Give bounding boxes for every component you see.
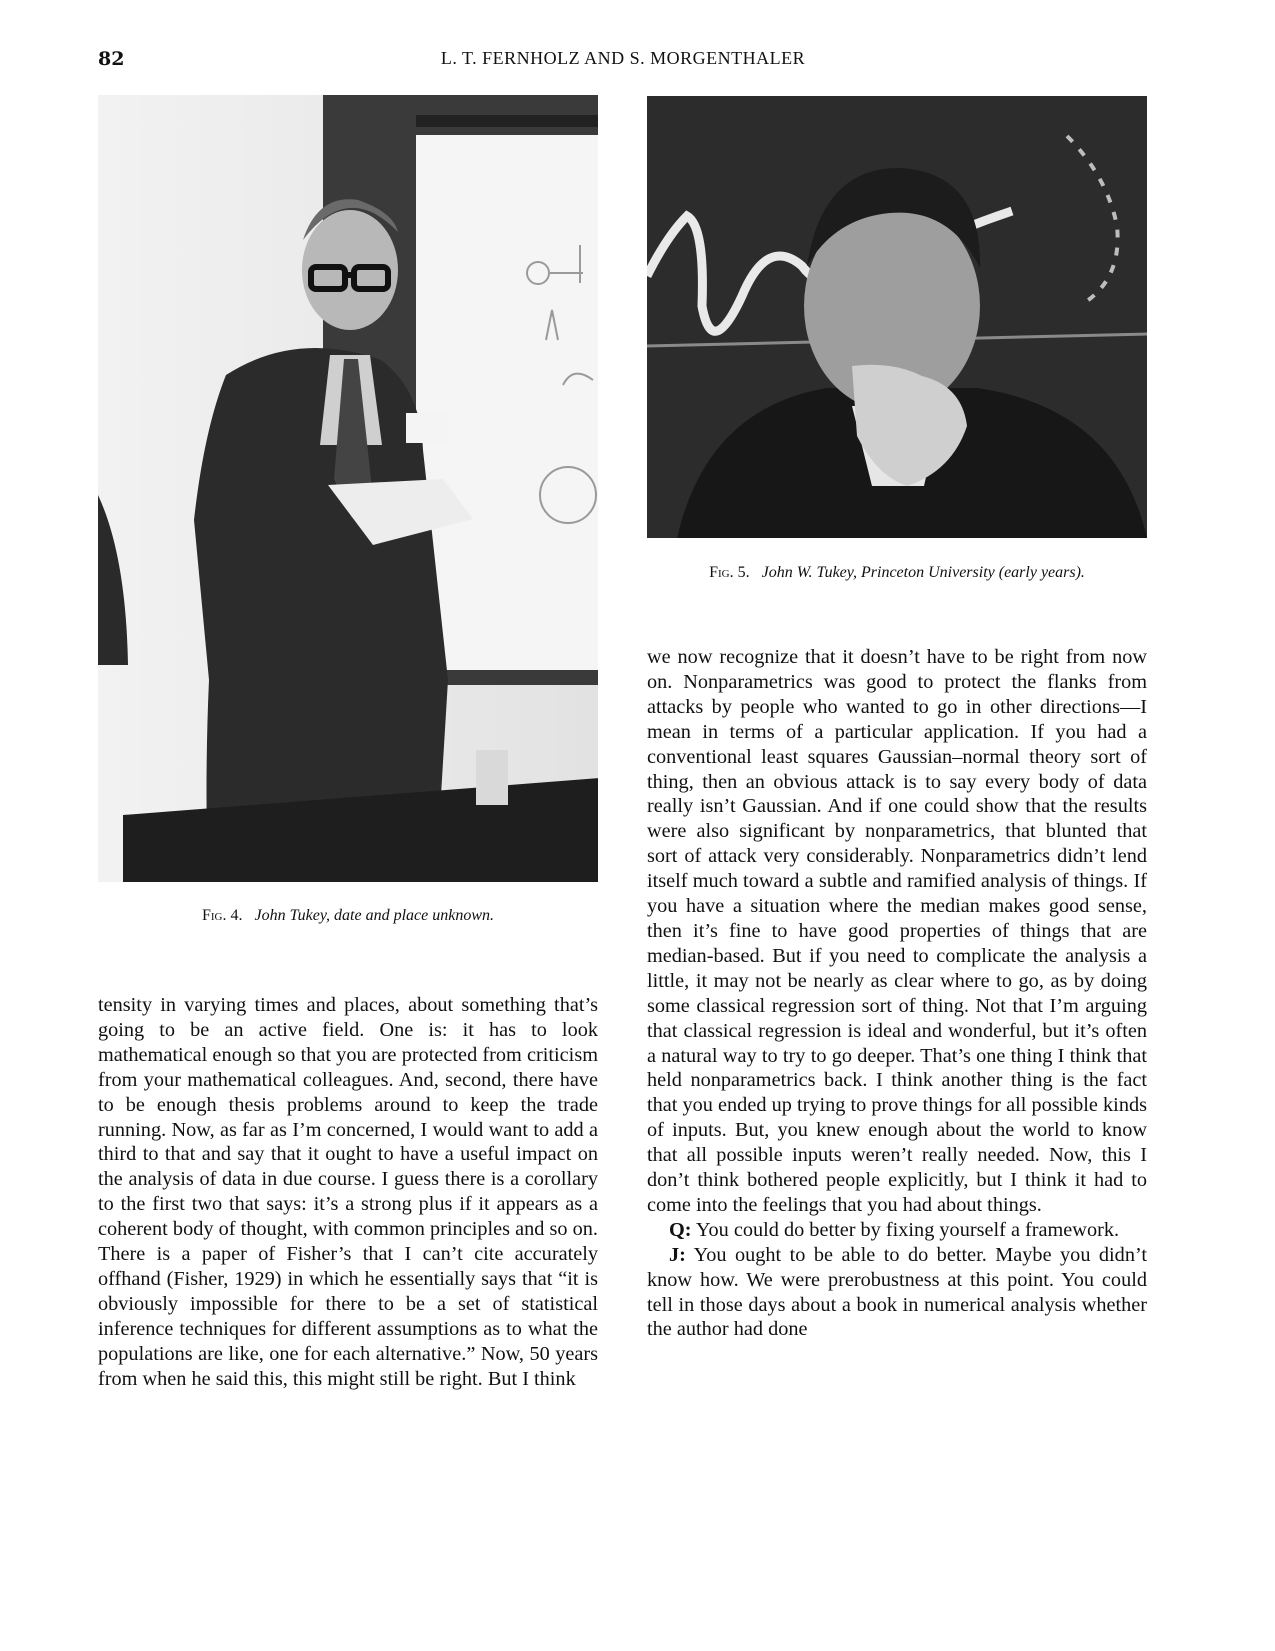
left-column-paragraph: tensity in varying times and places, about something that’s going to be an active field. One is: it has to look mathematical enough so that you are protected from criticism from your mathematical colleagues. And, second, there have to be enough thesis problems around to keep the trade running. Now, as far as I’m concerned, I would want to add a third to that and say that it ought to have a useful impact on the analysis of data in due course. I guess there is a corollary to the first two that says: it’s a strong plus if it appears as a coherent body of thought, with common principles and so on. There is a paper of Fisher’s that I can’t cite accurately offhand (Fisher, 1929) in which he essentially says that “it is obviously impossible for there to be a set of statistical inference techniques for different assumptions as to what the populations are like, one for each alternative.” Now, 50 years from when he said this, this might still be right. But I think: [98, 994, 598, 1390]
figure-4-caption: [98, 907, 598, 925]
figure-4-caption-text: John Tukey, date and place unknown.: [254, 907, 495, 924]
answer-speaker: J:: [669, 1243, 686, 1266]
answer-text: You ought to be able to do better. Maybe you didn’t know how. We were prerobustness at this point. You could tell in those days about a book in numerical analysis whether the author had done: [647, 1243, 1147, 1341]
figure-5-caption-text: John W. Tukey, Princeton University (early years).: [761, 564, 1085, 581]
question-paragraph: [647, 1218, 1147, 1243]
running-head: [98, 48, 1148, 72]
question-speaker: Q:: [669, 1218, 692, 1241]
right-column: [647, 645, 1147, 1342]
question-text: You could do better by fixing yourself a framework.: [695, 1218, 1120, 1241]
figure-5-caption: [647, 564, 1147, 582]
running-head-authors: L. T. FERNHOLZ AND S. MORGENTHALER: [440, 48, 806, 68]
answer-paragraph: [647, 1243, 1147, 1343]
figure-5-photo: [647, 96, 1147, 538]
page-number: 82: [98, 48, 125, 70]
figure-4-photo: [98, 95, 598, 882]
right-column-paragraph: we now recognize that it doesn’t have to be right from now on. Nonparametrics was good to protect the flanks from attacks by people who wanted to go in other directions—I mean in terms of a particular application. If you had a conventional least squares Gaussian–normal theory sort of thing, then an obvious attack is to say every body of data really isn’t Gaussian. And if one could show that the results were also significant by nonparametrics, that blunted that sort of attack very considerably. Nonparametrics didn’t lend itself much toward a subtle and ramified analysis of things. If you have a situation where the median makes good sense, then it’s fine to have good properties of things that are median-based. But if you need to complicate the analysis a little, it may not be nearly as clear where to go, as by doing some classical regression sort of thing. Not that I’m arguing that classical regression is ideal and wonderful, but it’s often a natural way to try to go deeper. That’s one thing I think that held nonparametrics back. I think another thing is the fact that you ended up trying to prove things for all possible kinds of inputs. But, you knew enough about the world to know that all possible inputs weren’t really needed. Now, this I don’t think bothered people explicitly, but I think it had to come into the feelings that you had about things.: [647, 646, 1147, 1216]
left-column: [98, 993, 598, 1392]
figure-4-label: Fig. 4.: [201, 907, 243, 924]
figure-5-label: Fig. 5.: [709, 564, 750, 581]
